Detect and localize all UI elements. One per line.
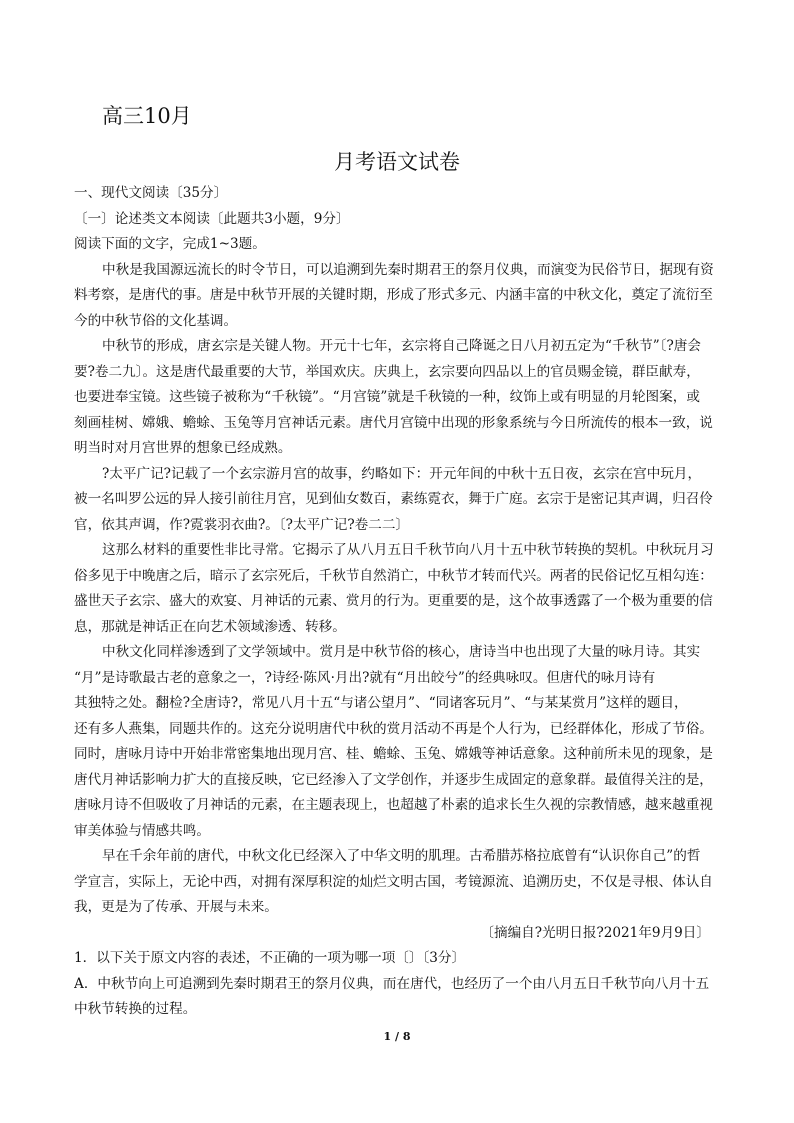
- passage-text: [74, 181, 722, 921]
- text-line: 审美体验与情感共鸣。: [74, 822, 210, 839]
- text-line: 今的中秋节俗的文化基调。: [74, 312, 238, 329]
- text-line: 唐咏月诗不但吸收了月神话的元素，在主题表现上，也超越了朴素的追求长生久视的宗教情感，越来越重视: [74, 797, 713, 813]
- text-line: 〔一〕论述类文本阅读〔此题共3小题，9分〕: [74, 210, 350, 227]
- text-line: 这那么材料的重要性非比寻常。它揭示了从八月五日千秋节向八月十五中秋节转换的契机。中秋玩月习: [102, 542, 714, 558]
- text-line: 盛世天子玄宗、盛大的欢宴、月神话的元素、赏月的行为。更重要的是，这个故事透露了一个极为重要的信: [74, 593, 713, 609]
- source-citation: 〔摘编自?光明日报?2021年9月9日〕: [480, 924, 710, 941]
- text-line: 要?卷二九〕。这是唐代最重要的大节，举国欢庆。庆典上，玄宗要向四品以上的官员赐金镜，群臣献寿，: [74, 363, 700, 380]
- text-line: 明当时对月宫世界的想象已经成熟。: [74, 440, 292, 456]
- text-line: 也要进奉宝镜。这些镜子被称为“千秋镜”。“月宫镜”就是千秋镜的一种，纹饰上或有明显的月轮图案，或: [74, 389, 700, 405]
- question-stem: 1．以下关于原文内容的表述，不正确的一项为哪一项〔〕〔3分〕: [74, 950, 466, 966]
- text-line: 阅读下面的文字，完成1~3题。: [74, 236, 266, 252]
- text-line: 被一名叫罗公远的异人接引前往月宫，见到仙女数百，素练霓衣，舞于广庭。玄宗于是密记其声调，归召伶: [74, 491, 713, 507]
- text-line: 官，依其声调，作?霓裳羽衣曲?。〔?太平广记?卷二二〕: [74, 516, 410, 533]
- text-line: 一、现代文阅读〔35分〕: [74, 185, 228, 201]
- text-line: 中秋节的形成，唐玄宗是关键人物。开元十七年，玄宗将自己降诞之日八月初五定为“千秋节”〔?唐会: [102, 338, 701, 354]
- text-line: 刻画桂树、嫦娥、蟾蜍、玉兔等月宫神话元素。唐代月宫镜中出现的形象系统与今日所流传的根本一致，说: [74, 414, 713, 431]
- text-line: 中秋是我国源远流长的时令节日，可以追溯到先秦时期君王的祭月仪典，而演变为民俗节日，据现有资: [102, 261, 714, 278]
- page-number: 1 / 8: [383, 1030, 411, 1043]
- text-line: 还有多人燕集，同题共作的。这充分说明唐代中秋的赏月活动不再是个人行为，已经群体化，形成了节俗。: [74, 720, 713, 737]
- text-line: 息，那就是神话正在向艺术领域渗透、转移。: [74, 618, 346, 635]
- exam-body: [74, 181, 722, 1023]
- text-line: “月”是诗歌最古老的意象之一，?诗经·陈风·月出?就有“月出皎兮”的经典咏叹。但唐代的咏月诗有: [74, 669, 656, 686]
- text-line: ?太平广记?记载了一个玄宗游月宫的故事，约略如下：开元年间的中秋十五日夜，玄宗在宫中玩月，: [102, 465, 702, 482]
- option-a: A．中秋节向上可追溯到先秦时期君王的祭月仪典，而在唐代，也经历了一个由八月五日千秋节向八月十五: [74, 975, 710, 992]
- text-line: 我，更是为了传承、开展与未来。: [74, 899, 278, 915]
- text-line: 料考察，是唐代的事。唐是中秋节开展的关键时期，形成了形式多元、内涵丰富的中秋文化，奠定了流衍至: [74, 287, 713, 303]
- option-a-continued: 中秋节转换的过程。: [74, 1001, 197, 1017]
- page-title: 月考语文试卷: [334, 150, 460, 174]
- text-line: 中秋文化同样渗透到了文学领域中。赏月是中秋节俗的核心，唐诗当中也出现了大量的咏月诗。其实: [102, 644, 701, 660]
- grade-heading: 高三10月: [102, 104, 192, 128]
- text-line: 其独特之处。翻检?全唐诗?，常见八月十五“与诸公望月”、“同诸客玩月”、“与某某赏月”这样的题目，: [74, 695, 688, 711]
- text-line: 同时，唐咏月诗中开始非常密集地出现月宫、桂、蟾蜍、玉兔、嫦娥等神话意象。这种前所未见的现象，是: [74, 746, 713, 762]
- text-line: 俗多见于中晚唐之后，暗示了玄宗死后，千秋节自然消亡，中秋节才转而代兴。两者的民俗记忆互相勾连：: [74, 567, 713, 584]
- text-line: 早在千余年前的唐代，中秋文化已经深入了中华文明的肌理。古希腊苏格拉底曾有“认识你自己”的哲: [102, 848, 701, 864]
- text-line: 学宣言，实际上，无论中西，对拥有深厚积淀的灿烂文明古国，考镜源流、追溯历史，不仅是寻根、体认自: [74, 873, 713, 890]
- text-line: 唐代月神话影响力扩大的直接反映，它已经渗入了文学创作，并逐步生成固定的意象群。最值得关注的是，: [74, 771, 713, 788]
